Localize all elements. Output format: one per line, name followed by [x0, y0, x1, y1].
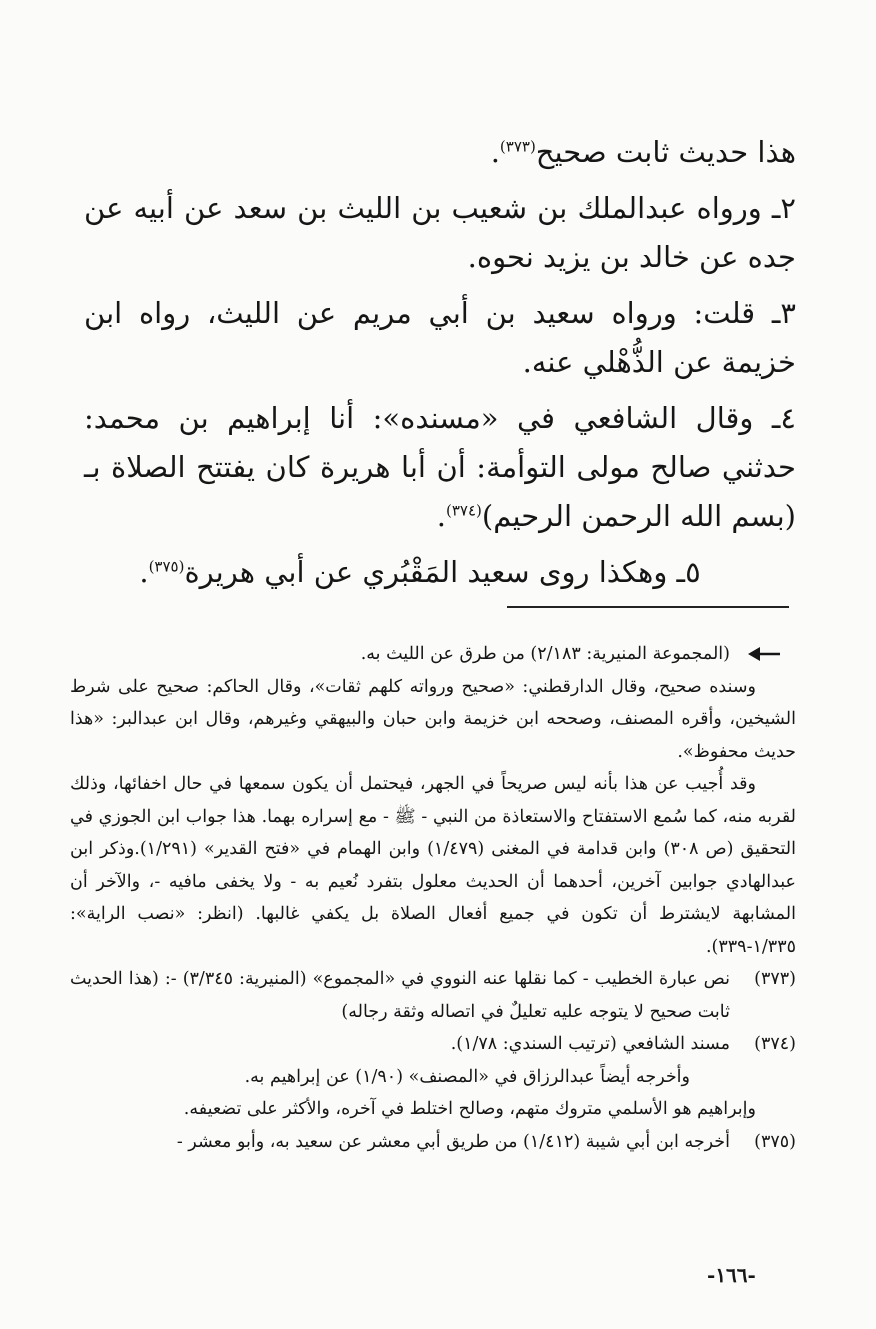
paragraph-4: ٤ـ وقال الشافعي في «مسنده»: أنا إبراهيم بن محمد: حدثني صالح مولى التوأمة: أن أبا هريرة كان يفتتح الصلاة بـ (بسم الله الرحمن الرحيم)$^{(٣٧٤)}$. — [84, 401, 796, 533]
footnote-373-text: نص عبارة الخطيب - كما نقلها عنه النووي في «المجموع» (المنيرية: ٣/٣٤٥) -: (هذا الحديث ثابت صحيح لا يتوجه عليه تعليلٌ في اتصاله وثقة رجاله) — [70, 969, 730, 1022]
footnote-number-375: (٣٧٥) — [754, 1131, 796, 1152]
page-number: -١٦٦- — [707, 1263, 756, 1287]
left-arrow-icon — [746, 641, 784, 667]
paragraph-4-text: ٤ـ وقال الشافعي في «مسنده»: أنا إبراهيم بن محمد: حدثني صالح مولى التوأمة: أن أبا هريرة كان يفتتح الصلاة بـ (بسم الله الرحمن الرحيم) — [84, 401, 796, 533]
paragraph-1: هذا حديث ثابت صحيح$^{(٣٧٣)}$. — [490, 135, 796, 169]
footnote-373 — [70, 963, 796, 1028]
footnote-374-para-3: وإبراهيم هو الأسلمي متروك متهم، وصالح اختلط في آخره، والأكثر على تضعيفه. — [183, 1099, 756, 1119]
paragraph-5-text: ٥ـ وهكذا روى سعيد المَقْبُري عن أبي هريرة — [184, 555, 701, 589]
paragraph-1-text: هذا حديث ثابت صحيح — [535, 135, 796, 169]
footnote-375-text: أخرجه ابن أبي شيبة (١/٤١٢) من طريق أبي معشر عن سعيد به، وأبو معشر - — [176, 1131, 730, 1152]
paragraph-2: ٢ـ ورواه عبدالملك بن شعيب بن الليث بن سعد عن أبيه عن جده عن خالد بن يزيد نحوه. — [84, 191, 796, 274]
footnote-divider — [507, 606, 789, 608]
footnotes — [70, 638, 796, 1158]
footnote-continuation-para-2: وسنده صحيح، وقال الدارقطني: «صحيح ورواته كلهم ثقات»، وقال الحاكم: صحيح على شرط الشيخين، وأقره المصنف، وصححه ابن خزيمة وابن حبان والبيهقي وغيرهم، وقال ابن عبدالبر: «هذا حديث محفوظ». — [70, 676, 796, 762]
paragraph-5: ٥ـ وهكذا روى سعيد المَقْبُري عن أبي هريرة$^{(٣٧٥)}$. — [139, 555, 701, 589]
footnote-continuation-line: (المجموعة المنيرية: ٢/١٨٣) من طرق عن الليث به. — [70, 638, 796, 671]
footnote-374-text: مسند الشافعي (ترتيب السندي: ١/٧٨). — [450, 1034, 730, 1054]
footnote-number-373: (٣٧٣) — [754, 969, 796, 989]
footnote-ref-373[interactable]: (٣٧٣) — [499, 137, 536, 156]
footnote-ref-374[interactable]: (٣٧٤) — [446, 501, 482, 520]
footnote-374-para-2: وأخرجه أيضاً عبدالرزاق في «المصنف» (١/٩٠) عن إبراهيم به. — [244, 1066, 690, 1087]
footnote-ref-375[interactable]: (٣٧٥) — [148, 557, 185, 576]
footnote-number-374: (٣٧٤) — [754, 1034, 796, 1054]
footnote-continuation-para-3: وقد أُجيب عن هذا بأنه ليس صريحاً في الجهر، فيحتمل أن يكون سمعها في حال اخفائها، وذلك لقربه منه، كما سُمع الاستفتاح والاستعاذة من النبي - ﷺ - مع إسراره بهما. هذا جواب ابن الجوزي في التحقيق (ص ٣٠٨) وابن قدامة في المغنى (١/٤٧٩) وابن الهمام في «فتح القدير» (١/٢٩١).وذكر ابن عبدالهادي جوابين آخرين، أحدهما أن الحديث معلول بتفرد نُعيم به - ولا يخفى مافيه -، والآخر أن المشابهة لايشترط أن تكون في جميع أفعال الصلاة بل يكفي غالبها. (انظر: «نصب الراية»: ١/٣٣٥-٣٣٩). — [70, 774, 796, 957]
paragraph-3: ٣ـ قلت: ورواه سعيد بن أبي مريم عن الليث، رواه ابن خزيمة عن الذُّهْلي عنه. — [84, 296, 796, 379]
footnote-375 — [70, 1126, 796, 1159]
footnote-374 — [70, 1028, 796, 1061]
main-text — [84, 128, 796, 604]
